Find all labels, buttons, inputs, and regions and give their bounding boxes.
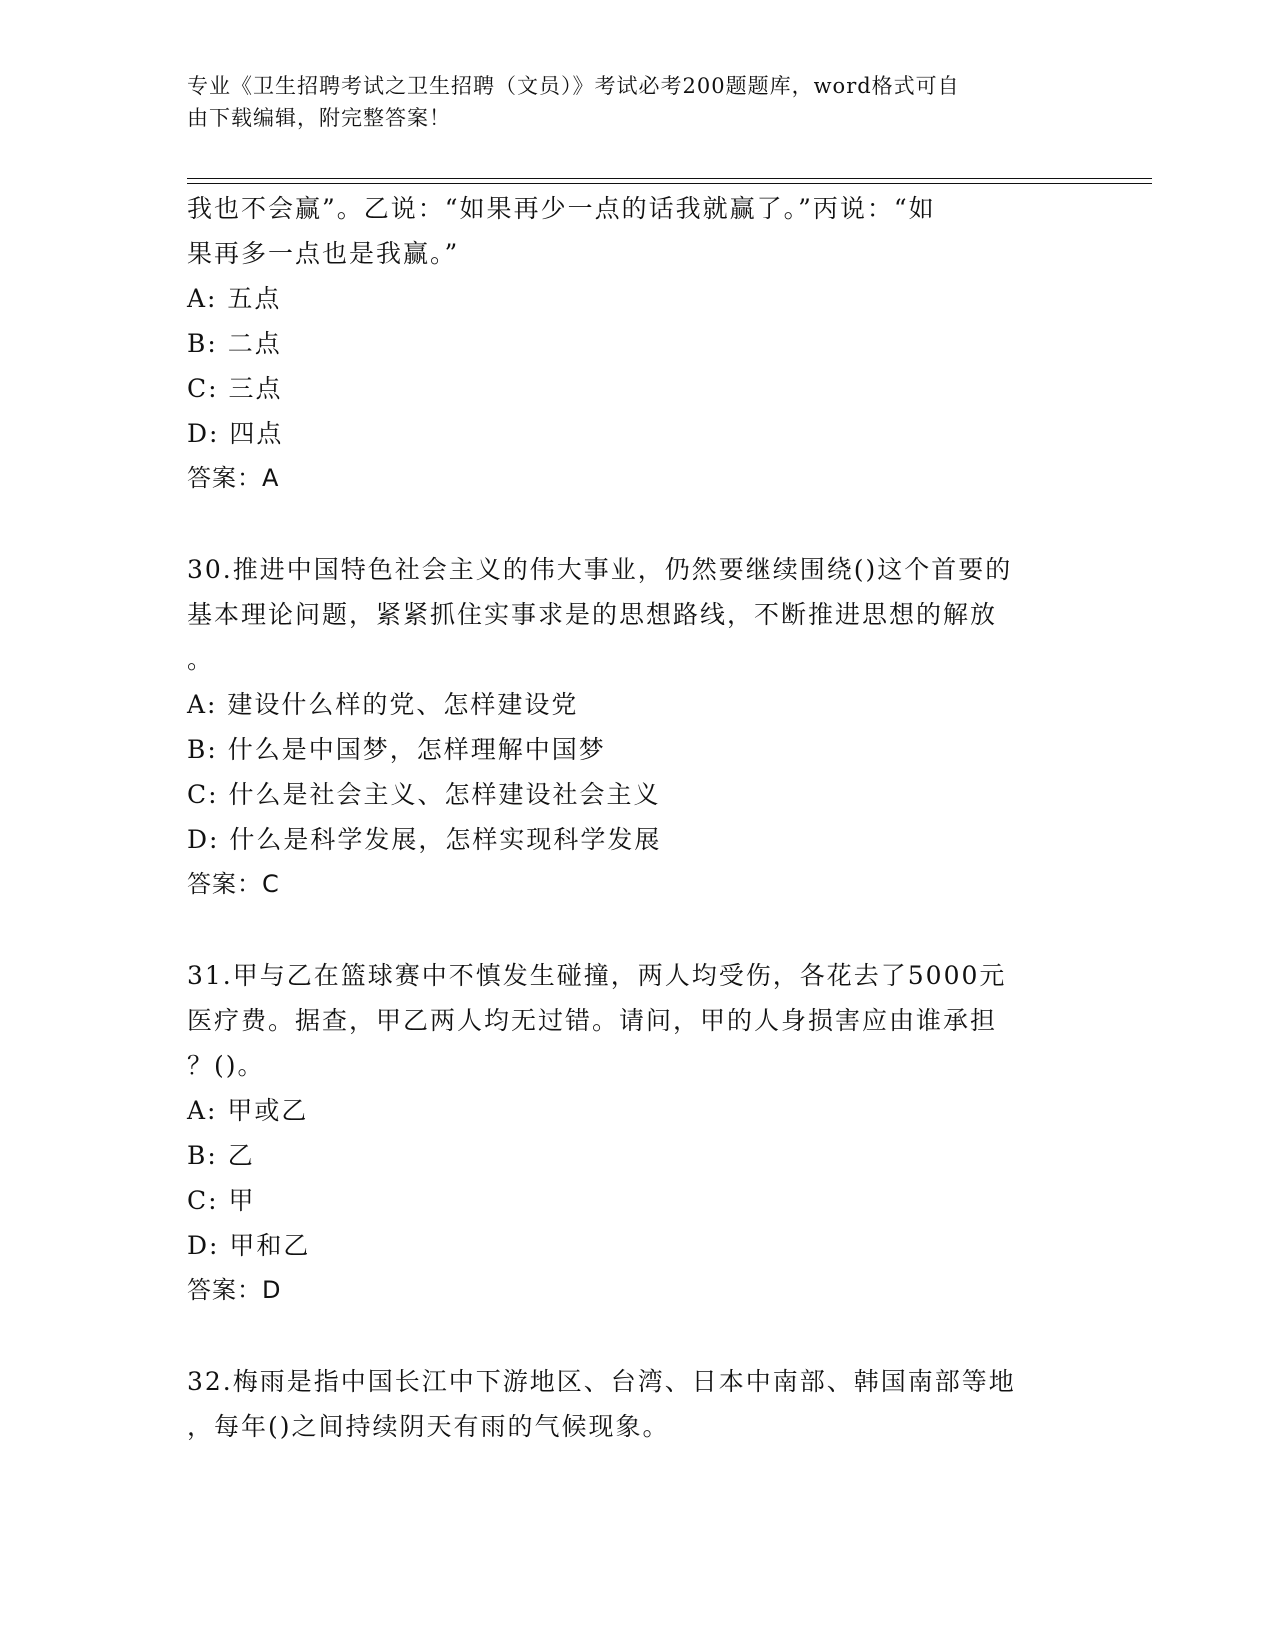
stem-line: 30.推进中国特色社会主义的伟大事业，仍然要继续围绕()这个首要的	[187, 555, 1013, 584]
stem-line: 32.梅雨是指中国长江中下游地区、台湾、日本中南部、韩国南部等地	[187, 1367, 1016, 1396]
header-divider-top	[187, 178, 1152, 179]
option-c: C: 什么是社会主义、怎样建设社会主义	[187, 780, 661, 809]
answer-line: 答案：D	[187, 1276, 282, 1304]
question-stem	[187, 953, 1067, 1088]
option-d: D: 四点	[187, 419, 284, 448]
option-a: A: 建设什么样的党、怎样建设党	[187, 690, 579, 719]
option-a: A: 甲或乙	[187, 1096, 309, 1125]
answer-line: 答案：A	[187, 464, 280, 492]
question-list	[187, 186, 1067, 1449]
option-a: A: 五点	[187, 284, 282, 313]
question-stem	[187, 186, 1067, 276]
question-31	[187, 953, 1067, 1313]
header-line-2: 由下载编辑，附完整答案！	[187, 106, 451, 130]
header-divider-bottom	[187, 183, 1152, 184]
option-c: C: 甲	[187, 1186, 256, 1215]
spacer	[187, 501, 1067, 547]
option-b: B: 二点	[187, 329, 282, 358]
question-stem	[187, 1359, 1067, 1449]
question-29	[187, 186, 1067, 501]
header-line-1: 专业《卫生招聘考试之卫生招聘（文员）》考试必考200题题库，word格式可自	[187, 74, 960, 98]
question-stem	[187, 547, 1067, 682]
stem-line: 我也不会赢”。乙说：“如果再少一点的话我就赢了。”丙说：“如	[187, 194, 936, 223]
stem-line: ，每年()之间持续阴天有雨的气候现象。	[187, 1412, 670, 1441]
document-header	[187, 70, 1067, 134]
stem-line: 果再多一点也是我赢。”	[187, 239, 460, 268]
option-c: C: 三点	[187, 374, 283, 403]
option-b: B: 乙	[187, 1141, 255, 1170]
stem-line: ？()。	[187, 1051, 265, 1080]
stem-line: 医疗费。据查，甲乙两人均无过错。请问，甲的人身损害应由谁承担	[187, 1006, 998, 1035]
option-d: D: 甲和乙	[187, 1231, 311, 1260]
spacer	[187, 1313, 1067, 1359]
stem-line: 31.甲与乙在篮球赛中不慎发生碰撞，两人均受伤，各花去了5000元	[187, 961, 1007, 990]
option-b: B: 什么是中国梦，怎样理解中国梦	[187, 735, 606, 764]
spacer	[187, 907, 1067, 953]
answer-line: 答案：C	[187, 870, 280, 898]
option-d: D: 什么是科学发展，怎样实现科学发展	[187, 825, 662, 854]
question-30	[187, 547, 1067, 907]
question-32	[187, 1359, 1067, 1449]
stem-line: 基本理论问题，紧紧抓住实事求是的思想路线，不断推进思想的解放	[187, 600, 998, 629]
stem-line: 。	[187, 645, 215, 674]
